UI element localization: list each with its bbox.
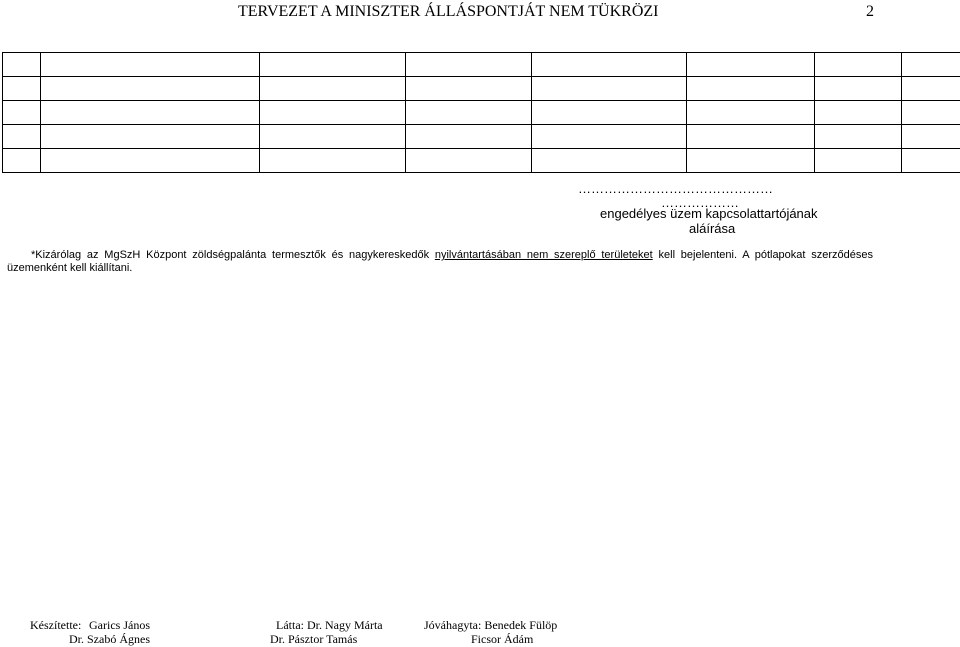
table-cell [41, 77, 260, 101]
table-cell [902, 77, 960, 101]
table-cell [815, 101, 902, 125]
table-cell [260, 101, 406, 125]
table-cell [532, 149, 687, 173]
seen-by-name-second: Dr. Pásztor Tamás [270, 632, 358, 646]
table-cell [687, 101, 815, 125]
footnote-underlined-text: nyilvántartásában nem szereplő területeket [434, 249, 653, 261]
signature-caption: engedélyes üzem kapcsolattartójának [600, 206, 818, 221]
table-cell [687, 77, 815, 101]
table-cell [902, 101, 960, 125]
table-body [3, 53, 960, 173]
form-table [2, 52, 960, 173]
table-cell [3, 53, 41, 77]
table-cell [41, 53, 260, 77]
table-cell [532, 77, 687, 101]
table-cell [41, 149, 260, 173]
table-cell [260, 149, 406, 173]
table-cell [815, 77, 902, 101]
table-row [3, 101, 960, 125]
table-cell [3, 125, 41, 149]
table-cell [532, 101, 687, 125]
prepared-by-name-second: Dr. Szabó Ágnes [69, 632, 150, 646]
table-cell [3, 101, 41, 125]
approved-by-name-second: Ficsor Ádám [471, 632, 534, 646]
table-cell [406, 125, 532, 149]
table-cell [902, 53, 960, 77]
table-cell [260, 125, 406, 149]
footnote-text-end: kell bejelenteni. A pótlapokat szerződéses üzemenként kell kiállítani. [7, 249, 873, 274]
table-cell [260, 77, 406, 101]
signature-caption-continued: aláírása [689, 221, 736, 236]
table-cell [687, 149, 815, 173]
table-cell [815, 149, 902, 173]
table-cell [532, 53, 687, 77]
page-number: 2 [866, 3, 874, 20]
table-cell [406, 101, 532, 125]
prepared-by-label: Készítette: [30, 618, 82, 632]
table-cell [815, 53, 902, 77]
table-cell [687, 53, 815, 77]
table-cell [687, 125, 815, 149]
table-cell [3, 149, 41, 173]
footnote-text-start: *Kizárólag az MgSzH Központ zöldségpalánta termesztők és nagykereskedők [31, 249, 435, 261]
seen-by-label: Látta: Dr. Nagy Márta [276, 618, 383, 632]
table-cell [532, 125, 687, 149]
table-cell [260, 53, 406, 77]
signature-dots-line: ……………………………………… [578, 181, 773, 196]
prepared-by-name: Garics János [89, 618, 150, 632]
table-cell [3, 77, 41, 101]
table-cell [815, 125, 902, 149]
table-cell [41, 101, 260, 125]
table-row [3, 77, 960, 101]
table-cell [902, 149, 960, 173]
footnote [7, 249, 873, 275]
signature-dots-line-short: ……………… [661, 195, 739, 210]
table-cell [406, 53, 532, 77]
table-cell [41, 125, 260, 149]
document-header-title: TERVEZET A MINISZTER ÁLLÁSPONTJÁT NEM TÜKRÖZI [238, 3, 659, 20]
approved-by-label: Jóváhagyta: Benedek Fülöp [424, 618, 558, 632]
table-cell [406, 77, 532, 101]
table-row [3, 149, 960, 173]
table-row [3, 125, 960, 149]
table-cell [406, 149, 532, 173]
table-row [3, 53, 960, 77]
table-cell [902, 125, 960, 149]
